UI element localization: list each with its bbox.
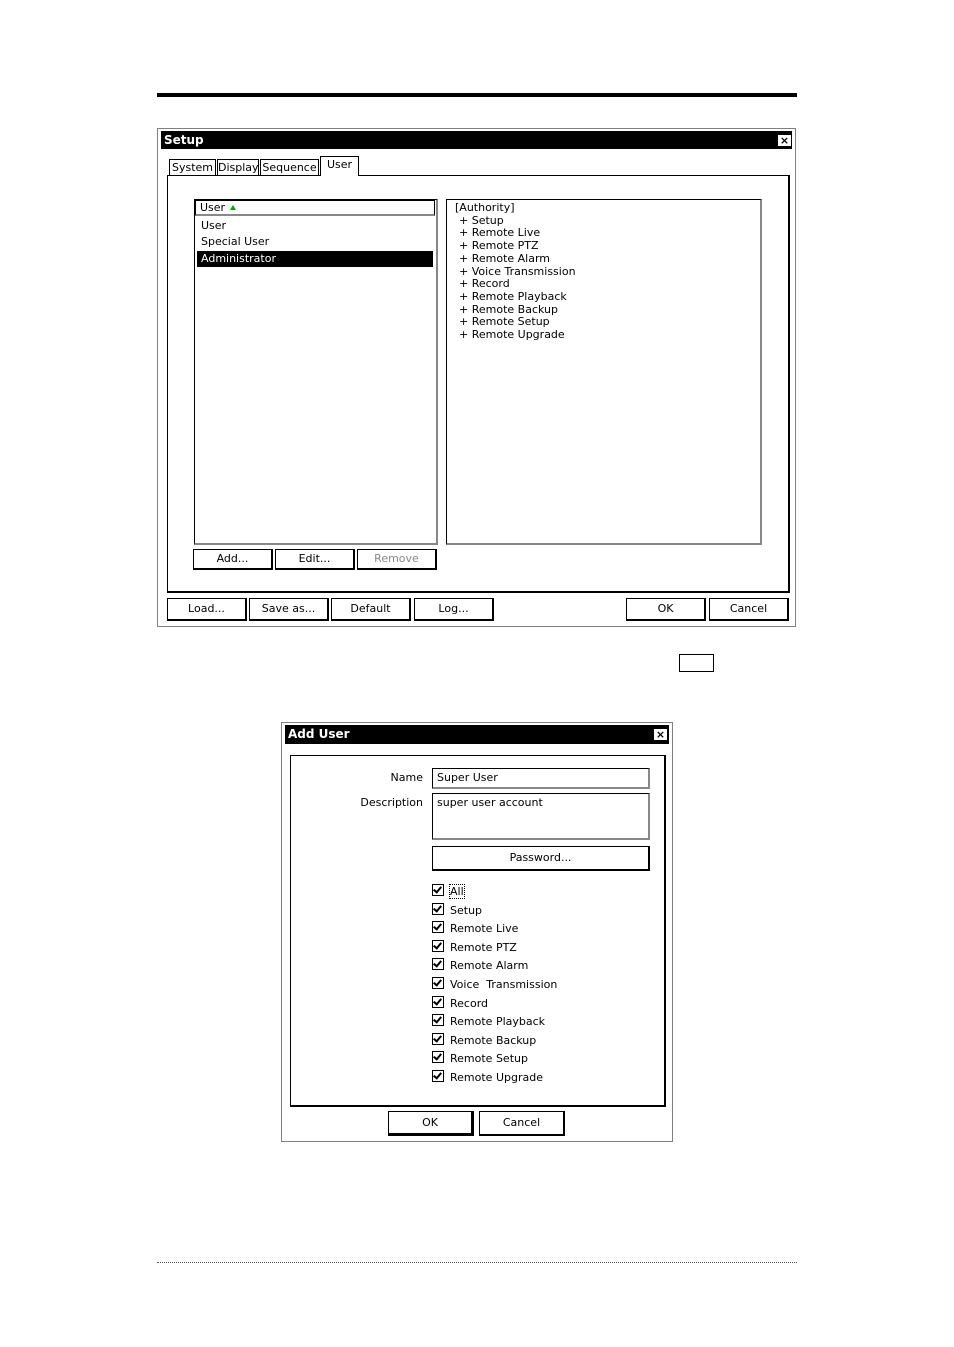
- setup-close-button[interactable]: [777, 134, 792, 147]
- authority-root-label: [Authority]: [455, 201, 515, 214]
- password-button[interactable]: [432, 846, 650, 871]
- tree-item-label: + Remote Playback: [459, 289, 567, 303]
- checkbox-label: Remote Backup: [450, 1033, 537, 1047]
- checkbox-checked-icon[interactable]: [432, 1070, 444, 1082]
- edit-user-button[interactable]: [275, 549, 355, 570]
- add-user-cancel-button[interactable]: [479, 1111, 565, 1136]
- checkbox-checked-icon[interactable]: [432, 996, 444, 1008]
- add-user-dialog: [281, 722, 673, 1142]
- list-item-selected[interactable]: [197, 251, 433, 267]
- checkbox-checked-icon[interactable]: [432, 1014, 444, 1026]
- log-button-label: Log...: [438, 602, 469, 615]
- description-field-value: super user account: [437, 796, 543, 809]
- permission-checklist: [432, 883, 652, 1088]
- default-button[interactable]: [331, 598, 411, 621]
- list-item-label: Special User: [201, 235, 270, 248]
- load-button-label: Load...: [188, 602, 225, 615]
- tree-item-label: + Remote Alarm: [459, 251, 551, 265]
- checkbox-label: All: [450, 885, 464, 898]
- tab-display-label: Display: [218, 161, 259, 174]
- tree-item-label: + Voice Transmission: [459, 264, 576, 278]
- ok-button-label: OK: [657, 602, 674, 615]
- checkbox-remote-setup[interactable]: [432, 1050, 652, 1069]
- add-user-ok-button[interactable]: [388, 1111, 474, 1136]
- checkbox-remote-backup[interactable]: [432, 1032, 652, 1051]
- checkbox-setup[interactable]: [432, 902, 652, 921]
- save-as-button-label: Save as...: [261, 602, 316, 615]
- edit-user-button-label: Edit...: [298, 552, 331, 565]
- checkbox-label: Voice Transmission: [450, 977, 558, 991]
- bottom-rule: [157, 1262, 797, 1263]
- sort-ascending-icon: [230, 205, 236, 210]
- checkbox-record[interactable]: [432, 995, 652, 1014]
- default-button-label: Default: [350, 602, 391, 615]
- add-user-close-button[interactable]: [653, 728, 668, 741]
- remove-user-button-label: Remove: [374, 552, 419, 565]
- log-button[interactable]: [414, 598, 494, 621]
- checkbox-checked-icon[interactable]: [432, 921, 444, 933]
- checkbox-label: Remote Setup: [450, 1052, 528, 1066]
- save-as-button[interactable]: [249, 598, 329, 621]
- add-user-title: Add User: [288, 727, 350, 741]
- checkbox-checked-icon[interactable]: [432, 903, 444, 915]
- add-user-form-panel: [290, 755, 666, 1107]
- add-user-titlebar: [285, 725, 669, 744]
- checkbox-voice-transmission[interactable]: [432, 976, 652, 995]
- user-list[interactable]: [194, 199, 438, 545]
- checkbox-remote-upgrade[interactable]: [432, 1069, 652, 1088]
- checkbox-label: Remote Live: [450, 922, 519, 936]
- checkbox-checked-icon[interactable]: [432, 977, 444, 989]
- checkbox-checked-icon[interactable]: [432, 1033, 444, 1045]
- checkbox-all[interactable]: [432, 883, 652, 902]
- checkbox-remote-live[interactable]: [432, 920, 652, 939]
- checkbox-label: Remote Upgrade: [450, 1070, 543, 1084]
- tree-item-label: + Record: [459, 277, 510, 291]
- checkbox-label: Remote Alarm: [450, 959, 529, 973]
- checkbox-label: Remote PTZ: [450, 940, 517, 954]
- checkbox-label: Record: [450, 996, 489, 1010]
- ok-button[interactable]: [626, 598, 706, 621]
- tree-item[interactable]: [459, 329, 565, 342]
- remove-user-button[interactable]: [357, 549, 437, 570]
- tab-system[interactable]: [169, 159, 216, 176]
- tab-sequence[interactable]: [260, 159, 319, 176]
- list-item[interactable]: [197, 218, 433, 234]
- tree-item-label: + Remote Live: [459, 226, 541, 240]
- load-button[interactable]: [167, 598, 247, 621]
- name-label: Name: [390, 771, 423, 784]
- checkbox-checked-icon[interactable]: [432, 940, 444, 952]
- close-icon: ×: [655, 728, 666, 741]
- tab-display[interactable]: [217, 159, 259, 176]
- add-user-cancel-label: Cancel: [502, 1116, 541, 1129]
- tab-user-label: User: [326, 158, 353, 171]
- user-list-header-label: User: [200, 201, 226, 214]
- user-tab-panel: [167, 175, 790, 593]
- user-list-header[interactable]: [195, 200, 435, 216]
- cancel-button-label: Cancel: [729, 602, 768, 615]
- list-item-label: Administrator: [201, 252, 276, 265]
- tree-item-label: + Remote Upgrade: [459, 328, 565, 341]
- add-user-button[interactable]: [193, 549, 273, 570]
- checkbox-label: Remote Playback: [450, 1015, 546, 1029]
- description-field[interactable]: [432, 793, 650, 840]
- tree-item-label: + Remote Setup: [459, 315, 550, 329]
- add-user-button-label: Add...: [216, 552, 249, 565]
- top-rule: [157, 93, 797, 97]
- tab-user[interactable]: [320, 156, 359, 176]
- name-field-value: Super User: [437, 771, 498, 784]
- inline-button-reference: [679, 654, 714, 672]
- tree-item-label: + Remote Backup: [459, 302, 558, 316]
- setup-title: Setup: [164, 133, 204, 147]
- checkbox-checked-icon[interactable]: [432, 958, 444, 970]
- close-icon: ×: [779, 134, 790, 147]
- list-item[interactable]: [197, 234, 433, 250]
- name-field[interactable]: [432, 768, 650, 789]
- description-label: Description: [360, 796, 423, 809]
- setup-window: [157, 128, 796, 627]
- tab-sequence-label: Sequence: [262, 161, 317, 174]
- checkbox-checked-icon[interactable]: [432, 884, 444, 896]
- checkbox-remote-alarm[interactable]: [432, 957, 652, 976]
- tree-item-label: + Setup: [459, 213, 504, 227]
- cancel-button[interactable]: [709, 598, 789, 621]
- checkbox-checked-icon[interactable]: [432, 1051, 444, 1063]
- checkbox-remote-playback[interactable]: [432, 1013, 652, 1032]
- password-button-label: Password...: [509, 851, 572, 864]
- tree-item-label: + Remote PTZ: [459, 239, 539, 253]
- setup-titlebar: [161, 131, 792, 149]
- checkbox-remote-ptz[interactable]: [432, 939, 652, 958]
- authority-tree[interactable]: [446, 199, 762, 545]
- tab-system-label: System: [171, 161, 214, 174]
- add-user-ok-label: OK: [422, 1116, 438, 1129]
- checkbox-label: Setup: [450, 903, 483, 917]
- list-item-label: User: [201, 219, 227, 232]
